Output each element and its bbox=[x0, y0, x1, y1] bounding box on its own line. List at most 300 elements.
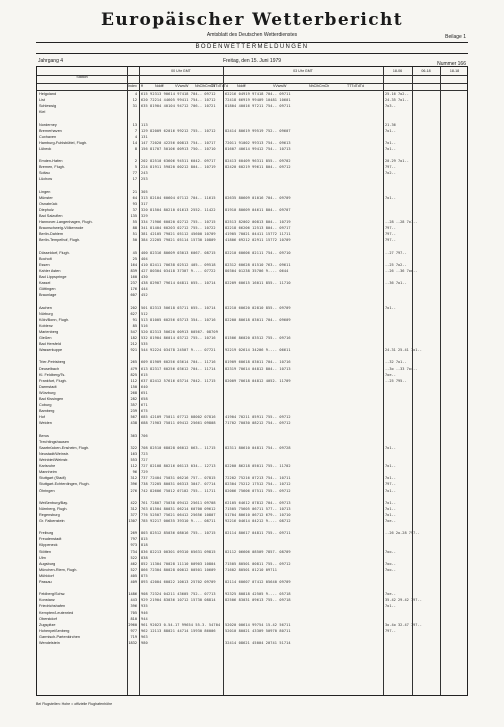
station-name: Kempten/Leutenried bbox=[39, 610, 74, 615]
obs-extremes: --26 2o-28 797-- bbox=[385, 531, 420, 536]
obs-00utc: 400 82316 80609 03013 6067- 08715 bbox=[141, 250, 216, 255]
obs-extremes: 7oo-- bbox=[385, 567, 396, 572]
station-name: Lüchow bbox=[39, 177, 53, 182]
obs-03utc: 82319 70614 04812 804-- 10713 bbox=[225, 366, 291, 371]
obs-extremes: 7o1-- bbox=[385, 512, 396, 517]
obs-extremes: --25 795-- bbox=[385, 378, 407, 383]
obs-03utc: 82506 83031 09613 755-- 09718 bbox=[225, 598, 291, 603]
obs-extremes: --27 797-- bbox=[385, 250, 407, 255]
station-height: 4 bbox=[134, 134, 137, 139]
station-height: 14 bbox=[132, 140, 137, 145]
station-name: Feldberg/Schw. bbox=[39, 592, 66, 597]
station-height: 409 bbox=[130, 580, 137, 584]
obs-extremes: 7o1-- bbox=[385, 445, 396, 450]
obs-00utc: 513 81005 60256 03713 354-- 10716 bbox=[141, 317, 216, 322]
station-name: Bad Lippspringe bbox=[39, 275, 67, 279]
obs-extremes: --32 7o1-- bbox=[385, 360, 407, 365]
header-col-a: 18-06 bbox=[392, 69, 403, 73]
station-name: Frankfurt, Flugh. bbox=[39, 378, 67, 383]
station-name: München-Riem, Flugh. bbox=[39, 567, 78, 572]
station-height: 705 bbox=[130, 610, 137, 615]
obs-00utc: 776 52507 75621 06412 25656 10807 bbox=[141, 512, 216, 517]
obs-extremes: 7o1-- bbox=[385, 305, 396, 310]
station-height: 269 bbox=[130, 531, 137, 536]
station-name: Gr. Falkenstein bbox=[39, 519, 65, 523]
station-name: Hof bbox=[39, 415, 45, 420]
station-name: Lübeck bbox=[39, 146, 52, 151]
table-row bbox=[37, 518, 469, 524]
obs-00utc: 815 bbox=[141, 537, 148, 542]
obs-00utc: 305 bbox=[141, 189, 148, 194]
obs-03utc: 62216 04919 97418 704-- 09711 bbox=[225, 92, 291, 96]
station-height: 91 bbox=[132, 317, 137, 322]
station-height: 8 bbox=[134, 146, 137, 151]
station-height: 977 bbox=[130, 628, 137, 633]
table-row bbox=[37, 335, 469, 341]
obs-00utc: 156 81707 50106 00913 750-- 10710 bbox=[141, 146, 216, 151]
station-height: 135 bbox=[130, 214, 137, 218]
obs-extremes: 7o1-- bbox=[385, 140, 396, 145]
table-row bbox=[37, 359, 469, 365]
row-spacer bbox=[37, 353, 469, 359]
station-name: Marienberg bbox=[39, 329, 59, 334]
obs-03utc: 82112 06606 08509 7857- 08709 bbox=[225, 549, 291, 554]
table-row bbox=[37, 207, 469, 213]
obs-03utc: 82210 60606 02111 754-- 09710 bbox=[225, 250, 291, 255]
station-name: Würzburg bbox=[39, 390, 56, 395]
subheader-cell: Nddff bbox=[155, 84, 164, 88]
obs-00utc: 803 82512 85036 08016 755-- 10715 bbox=[141, 531, 216, 536]
obs-03utc: 92219 02614 34206 9---- 06611 bbox=[225, 348, 291, 353]
obs-extremes: 7o1-- bbox=[385, 500, 396, 505]
station-height: 2960 bbox=[128, 622, 137, 627]
station-height: 839 bbox=[130, 268, 137, 273]
station-name: Darmstadt bbox=[39, 384, 57, 389]
station-height: 112 bbox=[130, 378, 137, 383]
station-height: 2 bbox=[134, 159, 137, 164]
table-row bbox=[37, 122, 469, 128]
station-height: 921 bbox=[130, 348, 137, 353]
obs-03utc: 82200 80618 03011 704-- 09609 bbox=[225, 317, 291, 322]
table-row bbox=[37, 610, 469, 616]
obs-00utc: 341 81404 60203 02712 755-- 10722 bbox=[141, 226, 216, 231]
subheader-cell: TTTdTdTd bbox=[211, 84, 228, 88]
obs-00utc: 671 bbox=[141, 403, 148, 408]
table-row bbox=[37, 189, 469, 195]
table-row bbox=[37, 463, 469, 469]
row-spacer bbox=[37, 524, 469, 530]
station-height: 31 bbox=[132, 104, 137, 109]
row-spacer bbox=[37, 427, 469, 433]
obs-extremes: --36 7o1-- bbox=[385, 281, 407, 286]
table-row bbox=[37, 158, 469, 164]
obs-extremes: 7o1-- bbox=[385, 146, 396, 151]
obs-03utc: 92216 04614 04212 9---- 08712 bbox=[225, 519, 291, 523]
station-name: Bad Salzuflen bbox=[39, 214, 63, 218]
obs-extremes: 7o1-- bbox=[385, 506, 396, 511]
station-name: Stuttgart (Stadt) bbox=[39, 476, 66, 481]
table-row bbox=[37, 622, 469, 628]
station-height: 64 bbox=[132, 195, 137, 200]
header-col-b: 06-18 bbox=[421, 69, 431, 73]
station-name: Deuselbach bbox=[39, 366, 60, 371]
obs-03utc: 72202 75216 07213 754-- 10711 bbox=[225, 476, 291, 481]
obs-03utc: 62105 64612 07812 704-- 09713 bbox=[225, 500, 291, 505]
obs-03utc: 82114 60607 07412 05640 09709 bbox=[225, 580, 291, 584]
obs-extremes: 7o2-- bbox=[385, 171, 396, 176]
obs-00utc: 544 92224 03478 24507 9---- 07721 bbox=[141, 348, 216, 353]
obs-00utc: 320 81504 80210 01613 2552- 11422 bbox=[141, 207, 216, 212]
obs-00utc: 852 11304 70028 11110 00903 10804 bbox=[141, 561, 216, 566]
station-name: Stötten bbox=[39, 549, 52, 554]
station-name: Berlin-Dahlem bbox=[39, 232, 64, 237]
divider bbox=[36, 42, 468, 43]
obs-00utc: 727 bbox=[141, 458, 148, 462]
station-height: 797 bbox=[130, 537, 137, 542]
station-name: Stuttgart-Echterdingen, Flugh. bbox=[39, 482, 90, 487]
obs-03utc: 82513 82002 00813 804-- 10719 bbox=[225, 220, 291, 225]
station-name: Hannover-Langenhagen, Flugh. bbox=[39, 220, 93, 225]
table-row bbox=[37, 225, 469, 231]
obs-extremes: 7o1-- bbox=[385, 464, 396, 469]
obs-03utc: 81909 60618 03011 704-- 10716 bbox=[225, 360, 291, 365]
station-name: Helgoland bbox=[39, 92, 57, 96]
obs-extremes: 20-29 7o1-- bbox=[385, 159, 409, 164]
station-height: 522 bbox=[130, 555, 137, 560]
station-height: 45 bbox=[132, 250, 137, 255]
obs-extremes: 24-35 7o1-- bbox=[385, 98, 409, 103]
station-name: Münster bbox=[39, 195, 53, 200]
table-row bbox=[37, 378, 469, 384]
station-name: Osnabrück bbox=[39, 201, 58, 206]
obs-00utc: 535 bbox=[141, 342, 148, 347]
station-height: 627 bbox=[130, 311, 137, 316]
station-name: Bremen, Flugh. bbox=[39, 165, 65, 170]
nummer: Nummer 166 bbox=[437, 61, 466, 67]
station-name: Trechtingshausen bbox=[39, 439, 70, 444]
obs-00utc: 532 81904 86014 03712 755-- 10716 bbox=[141, 336, 216, 340]
obs-extremes: --28 --28 7o1-- bbox=[385, 220, 418, 225]
table-row bbox=[37, 488, 469, 494]
station-height: 88 bbox=[132, 226, 137, 231]
station-height: 37 bbox=[132, 207, 137, 212]
station-height: 377 bbox=[130, 512, 137, 517]
station-name: Kahler Asten bbox=[39, 268, 61, 273]
obs-00utc: 706 bbox=[141, 433, 148, 438]
station-height: 312 bbox=[130, 476, 137, 481]
table-row bbox=[37, 506, 469, 512]
station-height: 17 bbox=[132, 177, 137, 182]
station-height: 973 bbox=[130, 543, 137, 548]
header-station: Station bbox=[76, 75, 88, 79]
station-height: 443 bbox=[130, 598, 137, 603]
obs-00utc: 381 42105 79021 05112 45600 10709 bbox=[141, 232, 216, 237]
station-height: 363 bbox=[130, 433, 137, 438]
obs-00utc: 763 81504 80031 06214 60700 09612 bbox=[141, 506, 216, 511]
footnote: Bei Flugstellen: Hohe = offizielle Flughafenhöhe bbox=[36, 702, 113, 706]
obs-00utc: 742 82606 75012 07102 755-- 11711 bbox=[141, 488, 216, 493]
obs-00utc: 640 bbox=[141, 384, 148, 389]
table-row bbox=[37, 628, 469, 634]
station-height: 237 bbox=[130, 281, 137, 286]
station-name: Zugspitze bbox=[39, 622, 56, 627]
obs-00utc: 613 82317 60256 03612 704-- 11714 bbox=[141, 366, 216, 371]
obs-00utc: 384 22205 79021 05114 15730 10809 bbox=[141, 238, 216, 243]
station-name: Essen bbox=[39, 262, 50, 267]
obs-00utc: 243 bbox=[141, 171, 148, 176]
obs-00utc: 675 bbox=[141, 409, 148, 414]
station-height: 1486 bbox=[128, 592, 137, 597]
table-row bbox=[37, 555, 469, 561]
subheader-cell: VVwwW bbox=[175, 84, 189, 88]
obs-03utc: 72011 91002 99313 754-- 09613 bbox=[225, 140, 291, 145]
table-row bbox=[37, 170, 469, 176]
divider bbox=[36, 53, 468, 54]
obs-00utc: 908 72324 04211 43605 752-- 07713 bbox=[141, 592, 216, 597]
obs-00utc: 893 42004 60022 10013 25702 09709 bbox=[141, 580, 216, 584]
station-height: 55 bbox=[132, 220, 137, 225]
station-name: Hamburg-Fuhlsbüttel, Flugh. bbox=[39, 140, 88, 145]
table-row bbox=[37, 591, 469, 597]
table-row bbox=[37, 305, 469, 311]
station-name: Hohenpeißenberg bbox=[39, 628, 70, 633]
obs-00utc: 651 bbox=[141, 390, 148, 395]
table-row bbox=[37, 512, 469, 518]
station-name: Passau bbox=[39, 580, 52, 584]
table-row bbox=[37, 549, 469, 555]
table-row bbox=[37, 616, 469, 622]
obs-03utc: 82200 86218 05011 755-- 11702 bbox=[225, 464, 291, 469]
table-row bbox=[37, 396, 469, 402]
obs-03utc: 80304 01238 35706 9---- 0644 bbox=[225, 268, 289, 273]
station-height: 5 bbox=[134, 165, 137, 170]
station-height: 7 bbox=[134, 128, 137, 133]
obs-extremes: 7o1-- bbox=[385, 604, 396, 609]
obs-extremes: 7o1-- bbox=[385, 128, 396, 133]
station-name: Nürnberg, Flugh. bbox=[39, 506, 68, 511]
station-height: 734 bbox=[130, 549, 137, 554]
station-name: Klippeneck bbox=[39, 543, 58, 548]
station-name: Braunlage bbox=[39, 293, 57, 298]
station-name: Göttingen bbox=[39, 287, 56, 292]
station-height: 212 bbox=[130, 342, 137, 347]
subheader-cell: NhClhCmCh bbox=[309, 84, 330, 88]
station-height: 405 bbox=[130, 573, 137, 578]
obs-00utc: 317 bbox=[141, 201, 148, 206]
obs-extremes: 24-31 25-41 7o1-- bbox=[385, 348, 422, 353]
table-row bbox=[37, 500, 469, 506]
report-date: Freitag, den 15. Juni 1979 bbox=[222, 58, 282, 64]
station-name: Öhringen bbox=[39, 488, 55, 493]
station-height: 396 bbox=[130, 604, 137, 609]
obs-00utc: 620 72214 44605 99411 754-- 10712 bbox=[141, 98, 216, 103]
table-row bbox=[37, 402, 469, 408]
obs-00utc: 334 71906 60020 02712 755-- 10715 bbox=[141, 220, 216, 225]
table-row bbox=[37, 109, 469, 115]
table-row bbox=[37, 231, 469, 237]
obs-03utc: 51704 80610 06712 679-- 10710 bbox=[225, 512, 291, 517]
header-divider bbox=[37, 83, 467, 84]
station-name: Schleswig bbox=[39, 104, 57, 109]
station-height: 77 bbox=[132, 171, 137, 176]
obs-00utc: 838 bbox=[141, 555, 148, 560]
station-height: 176 bbox=[130, 287, 137, 292]
obs-00utc: 980 bbox=[141, 641, 148, 645]
table-row bbox=[37, 384, 469, 390]
subheader-cell: VVwwW bbox=[273, 84, 287, 88]
station-height: 553 bbox=[130, 458, 137, 462]
table-row bbox=[37, 390, 469, 396]
obs-03utc: 81506 86020 03512 755-- 09716 bbox=[225, 336, 291, 340]
obs-00utc: 944 bbox=[141, 616, 148, 621]
station-name: Berlin-Tempelhof, Flugh. bbox=[39, 238, 81, 243]
obs-03utc: 71702 70030 08212 754-- 09712 bbox=[225, 421, 291, 426]
table-row bbox=[37, 311, 469, 317]
station-height: 268 bbox=[130, 390, 137, 395]
station-height: 462 bbox=[130, 561, 137, 566]
subheader-cell: NhClhCmCh bbox=[195, 84, 216, 88]
table-row bbox=[37, 292, 469, 298]
station-name: Emden-Hafen bbox=[39, 159, 63, 164]
table-row bbox=[37, 347, 469, 353]
obs-extremes: 797-- bbox=[385, 238, 396, 243]
station-name: Garmisch-Partenkirchen bbox=[39, 634, 80, 639]
obs-00utc: 512 bbox=[141, 311, 148, 316]
obs-00utc: 131 bbox=[141, 134, 148, 139]
obs-03utc: 81910 80609 04611 804-- 09707 bbox=[225, 207, 291, 212]
obs-03utc: 41904 70211 05911 755-- 09712 bbox=[225, 415, 291, 420]
obs-00utc: 875 bbox=[141, 573, 148, 578]
table-row bbox=[37, 475, 469, 481]
table-row bbox=[37, 634, 469, 640]
obs-00utc: 129 82009 62016 99212 755-- 10712 bbox=[141, 128, 216, 133]
station-height: 239 bbox=[130, 409, 137, 414]
obs-extremes: 797-- bbox=[385, 482, 396, 487]
station-name: Oberstdorf bbox=[39, 616, 57, 621]
obs-00utc: 452 bbox=[141, 293, 148, 298]
obs-03utc: 82420 60219 99611 804-- 09712 bbox=[225, 165, 291, 170]
obs-extremes: 3o-4o 32-47 797-- bbox=[385, 622, 422, 627]
station-name: Weißenburg/Bay. bbox=[39, 500, 68, 505]
station-height: 164 bbox=[130, 262, 137, 267]
obs-00utc: 658 bbox=[141, 397, 148, 401]
station-name: Bocholt bbox=[39, 256, 52, 261]
station-name: Karlsruhe bbox=[39, 464, 56, 469]
obs-extremes: 7oe-- bbox=[385, 372, 396, 377]
obs-extremes: 21-36 bbox=[385, 122, 396, 127]
station-name: Ulm bbox=[39, 555, 46, 560]
obs-00utc: 737 72404 75031 06216 757-- 07815 bbox=[141, 476, 216, 481]
obs-00utc: 609 81909 60256 03614 704-- 11716 bbox=[141, 360, 216, 365]
table-row bbox=[37, 567, 469, 573]
obs-extremes: 797-- bbox=[385, 165, 396, 170]
obs-03utc: 82304 75212 17512 754-- 10712 bbox=[225, 482, 291, 487]
obs-extremes: --26 --36 7oe-- bbox=[385, 268, 418, 273]
obs-03utc: 32414 08621 45004 20741 51714 bbox=[225, 641, 291, 645]
station-name: Neustadt/Weinstr. bbox=[39, 451, 69, 456]
table-row bbox=[37, 414, 469, 420]
obs-03utc: 82009 70618 04812 4052- 11709 bbox=[225, 378, 291, 383]
table-row bbox=[37, 176, 469, 182]
obs-03utc: 82311 80610 04811 754-- 09728 bbox=[225, 445, 291, 450]
row-spacer bbox=[37, 183, 469, 189]
obs-00utc: 708 82510 68028 06012 063-- 11715 bbox=[141, 445, 216, 450]
station-name: Trier-Petrisberg bbox=[39, 360, 66, 365]
obs-00utc: 637 82412 57616 03714 7042- 11715 bbox=[141, 378, 216, 383]
obs-00utc: 444 bbox=[141, 287, 148, 292]
station-name: Friedrichshafen bbox=[39, 604, 66, 609]
table-row bbox=[37, 341, 469, 347]
table-row bbox=[37, 250, 469, 256]
obs-extremes: --25 7o2-- bbox=[385, 262, 407, 267]
table-row bbox=[37, 286, 469, 292]
station-height: 265 bbox=[130, 360, 137, 365]
station-name: Bremerhaven bbox=[39, 128, 62, 133]
table-row bbox=[37, 237, 469, 243]
station-height: 719 bbox=[130, 634, 137, 639]
station-height: 422 bbox=[130, 500, 137, 505]
station-name: Wendelstein bbox=[39, 641, 60, 645]
station-height: 202 bbox=[130, 305, 137, 310]
obs-00utc: 313 82104 60604 07112 704-- 11615 bbox=[141, 195, 216, 200]
station-height: 396 bbox=[130, 482, 137, 487]
obs-extremes: 797-- bbox=[385, 226, 396, 231]
subheader-cell: TTTdTdTd bbox=[347, 84, 364, 88]
station-name: Koblenz bbox=[39, 323, 53, 328]
obs-00utc: 729 bbox=[141, 470, 148, 475]
station-name: Köln/Bonn, Flugh. bbox=[39, 317, 70, 322]
obs-03utc: 82210 60620 02810 855-- 09709 bbox=[225, 305, 291, 310]
table-row bbox=[37, 268, 469, 274]
station-name: Weinbiet/Weinstr. bbox=[39, 458, 69, 462]
table-row bbox=[37, 146, 469, 152]
station-height: 357 bbox=[130, 403, 137, 408]
station-name: Freudenstadt bbox=[39, 537, 62, 542]
table-row bbox=[37, 91, 469, 97]
table-row bbox=[37, 262, 469, 268]
obs-03utc: 82218 66206 12513 804-- 09717 bbox=[225, 226, 291, 231]
table-row bbox=[37, 195, 469, 201]
obs-00utc: 615 92313 90614 97418 704-- 09712 bbox=[141, 92, 216, 96]
row-spacer bbox=[37, 298, 469, 304]
station-name: Lingen bbox=[39, 189, 51, 194]
obs-extremes: 25-16 7o2-- bbox=[385, 92, 409, 96]
obs-00utc: 410 82411 70638 02512 405-- 09518 bbox=[141, 262, 216, 267]
station-name: Norderney bbox=[39, 122, 57, 127]
station-height: 13 bbox=[132, 122, 137, 127]
table-row bbox=[37, 433, 469, 439]
obs-00utc: 836 82213 00301 09310 05631 09815 bbox=[141, 549, 216, 554]
table-row bbox=[37, 329, 469, 335]
table-row bbox=[37, 408, 469, 414]
obs-00utc: 946 bbox=[141, 610, 148, 615]
obs-00utc: 635 81904 40104 94712 706-- 10721 bbox=[141, 104, 216, 109]
obs-extremes: 7oe-- bbox=[385, 592, 396, 597]
obs-00utc: 430 bbox=[141, 275, 148, 279]
station-height: 322 bbox=[130, 445, 137, 450]
section-title: BODENWETTERMELDUNGEN bbox=[195, 44, 309, 50]
station-name: Konstanz bbox=[39, 598, 55, 603]
obs-extremes: 7o1-- bbox=[385, 488, 396, 493]
table-row bbox=[37, 219, 469, 225]
station-name: List bbox=[39, 98, 45, 103]
header-col-c: 18-18 bbox=[449, 69, 460, 73]
obs-00utc: 723 bbox=[141, 451, 148, 456]
station-height: 163 bbox=[130, 451, 137, 456]
station-height: 51 bbox=[132, 232, 137, 237]
station-height: 1307 bbox=[128, 519, 137, 523]
station-name: Wasserkuppe bbox=[39, 348, 63, 353]
